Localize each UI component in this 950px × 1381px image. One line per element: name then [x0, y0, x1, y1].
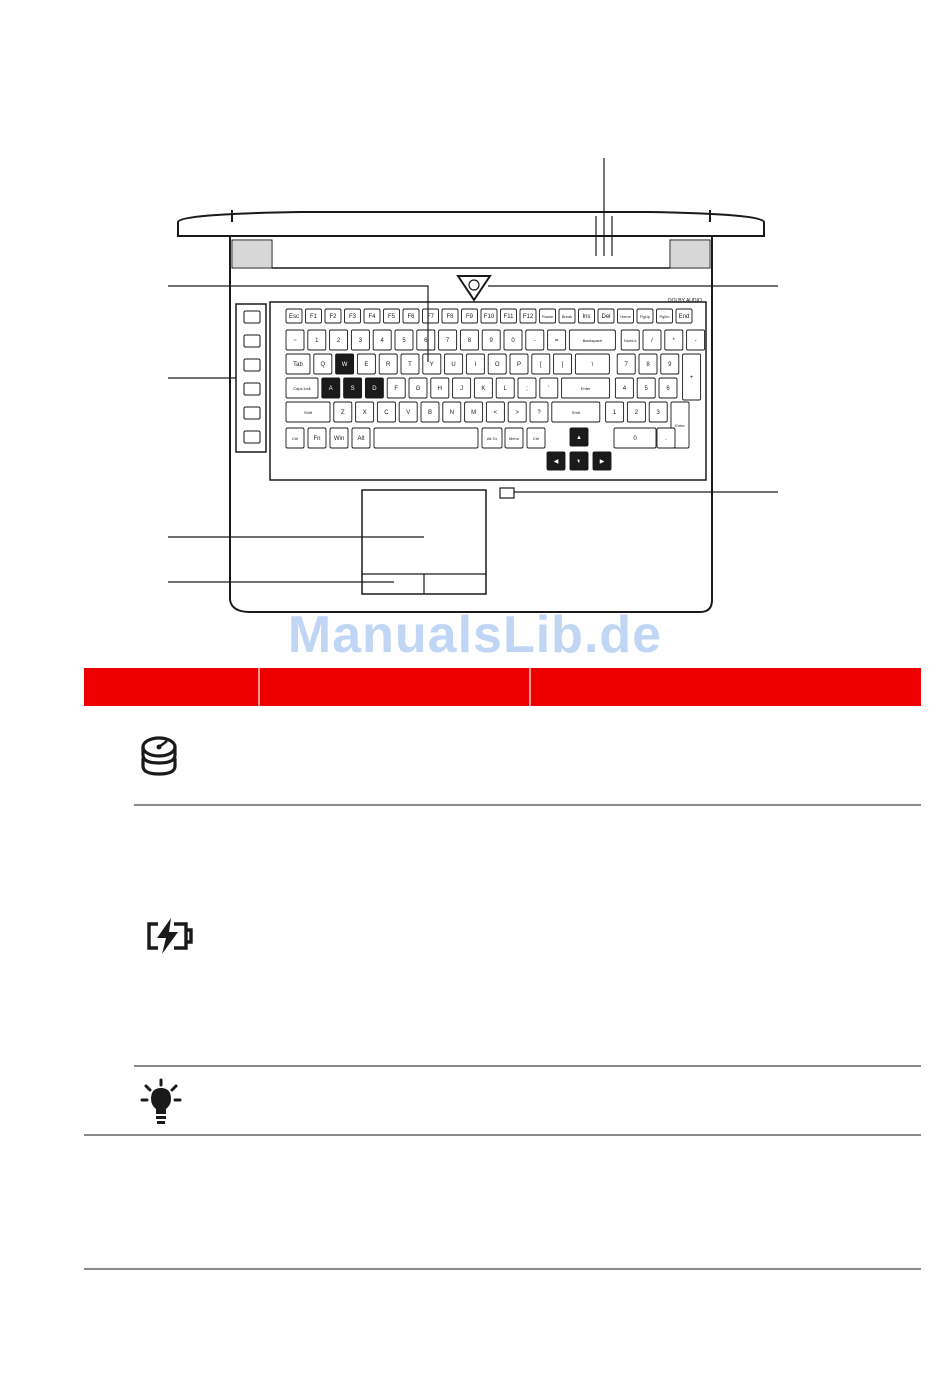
keyboard-key-label: 4 — [380, 338, 384, 344]
keyboard-key-label: + — [689, 375, 694, 381]
keyboard-key-label: I — [474, 362, 477, 368]
keyboard-key-label: [ — [539, 362, 542, 368]
keyboard-key-label: > — [515, 410, 519, 416]
keyboard-key-label: F5 — [387, 314, 396, 320]
keyboard-key-label: Pause — [541, 314, 554, 319]
keyboard-key-label: PgDn — [659, 314, 670, 319]
keyboard-key-label: F11 — [503, 314, 514, 320]
keyboard-key-label: F7 — [426, 314, 435, 320]
table-bottom-rule — [84, 1134, 921, 1136]
keyboard-key-label: 4 — [622, 386, 627, 392]
keyboard-key-label: 8 — [646, 362, 650, 368]
keyboard-key-label: 6 — [666, 386, 670, 392]
keyboard-key-label: 3 — [656, 410, 660, 416]
keyboard-key-label: Z — [340, 410, 345, 416]
watermark: ManualsLib.de — [287, 606, 663, 664]
keyboard-key-label: 1 — [612, 410, 617, 416]
keyboard-key-label: F3 — [348, 314, 357, 320]
battery-charging-icon — [144, 916, 196, 956]
keyboard-key-label: W — [341, 362, 348, 368]
keyboard-key-label: F6 — [407, 314, 415, 320]
keyboard-key-label: C — [384, 410, 389, 416]
keyboard-key-label: 8 — [467, 338, 472, 344]
laptop-top-view-illustration — [0, 0, 950, 665]
keyboard-key-label: Shift — [303, 410, 313, 415]
keyboard-key-label: ▶ — [599, 459, 605, 465]
keyboard-key-label: X — [362, 410, 367, 416]
keyboard-key-label: 6 — [424, 338, 428, 344]
keyboard-key-label: Q — [320, 362, 326, 368]
keyboard-key-label: / — [651, 338, 653, 344]
keyboard-key-label: 9 — [668, 362, 672, 368]
keyboard-key-label: Ins — [582, 314, 591, 320]
keyboard-key-label: 5 — [402, 338, 406, 344]
keyboard-key-label: 3 — [358, 338, 363, 344]
keyboard-key-label: 5 — [644, 386, 648, 392]
macro-key — [244, 335, 260, 347]
keyboard-key-label: ; — [526, 386, 528, 392]
keyboard-key-label: 1 — [315, 338, 319, 344]
keyboard-key-label: F2 — [329, 314, 337, 320]
keyboard-key-label: B — [427, 410, 433, 416]
keyboard-key-label: Win — [333, 436, 345, 442]
keyboard-key-label: F8 — [446, 314, 454, 320]
keyboard-key-label: ▲ — [576, 435, 582, 441]
keyboard-key-label: Esc — [288, 314, 300, 320]
keyboard-key-label: PgUp — [639, 314, 651, 319]
keyboard-key-label: M — [471, 410, 477, 416]
keyboard-key-label: ◀ — [553, 459, 559, 465]
keyboard-key-label: Alt — [357, 436, 365, 442]
chassis-outline — [230, 236, 712, 612]
keyboard-key-label: Ctrl — [291, 436, 299, 441]
keyboard-key-label: K — [481, 386, 486, 392]
macro-key — [244, 407, 260, 419]
keyboard-key-label: 0 — [511, 338, 515, 344]
keyboard-key-label: S — [350, 386, 355, 392]
keyboard-keys — [286, 309, 705, 470]
keyboard-key-label: F10 — [483, 314, 495, 320]
keyboard-key-label: Backspace — [582, 338, 603, 343]
keyboard-key-label: NumLk — [623, 338, 637, 343]
keyboard-key-label: ▼ — [576, 459, 582, 465]
keyboard-key-label: E — [364, 362, 369, 368]
keyboard-key-label: F4 — [368, 314, 376, 320]
macro-key — [244, 383, 260, 395]
keyboard-key-label: Tab — [293, 362, 303, 368]
keyboard-key-label: G — [415, 386, 421, 392]
keyboard-key-label: F — [394, 386, 399, 392]
keyboard-key-label: Y — [429, 362, 434, 368]
page-bottom-rule — [84, 1268, 921, 1270]
keyboard-key-label: F9 — [465, 314, 474, 320]
row-divider — [134, 804, 921, 806]
keyboard-key-label: O — [494, 362, 500, 368]
keyboard-key-label: End — [678, 314, 690, 320]
space-bar — [374, 428, 478, 448]
turbo-button — [500, 488, 514, 498]
keyboard-key-label: D — [372, 386, 377, 392]
keyboard-key-label: T — [408, 362, 412, 368]
dolby-audio-label: DOLBY AUDIO — [668, 298, 702, 304]
keyboard-key-label: Fn — [313, 436, 321, 442]
keyboard-key-label: L — [503, 386, 507, 392]
hdd-activity-icon — [140, 736, 178, 778]
keyboard-key-label: N — [449, 410, 454, 416]
macro-keys — [244, 311, 260, 443]
keyboard-key-label: Home — [620, 314, 631, 319]
keyboard-key-label: 7 — [445, 338, 450, 344]
keyboard-key-label: * — [672, 338, 675, 344]
keyboard-key-label: . — [665, 436, 667, 442]
keyboard-key-label: ? — [537, 410, 541, 416]
keyboard-key-label: < — [493, 410, 498, 416]
macro-key — [244, 359, 260, 371]
keyboard-key-label: Shift — [571, 410, 580, 415]
keyboard-key-label: Break — [561, 314, 573, 319]
keyboard-key-label: Menu — [508, 436, 520, 441]
keyboard-key-label: - — [533, 338, 536, 344]
keyboard-key-label: 2 — [634, 410, 639, 416]
keyboard-key-label: P — [516, 362, 522, 368]
keyboard-key-label: Del — [601, 314, 611, 320]
row-divider — [134, 1065, 921, 1067]
table-header-bar — [84, 668, 921, 706]
keyboard-key-label: Caps lock — [293, 386, 311, 391]
macro-key-column — [236, 304, 266, 452]
keyboard-key-label: Alt Gr — [486, 436, 498, 441]
macro-key — [244, 431, 260, 443]
keyboard-key-label: ~ — [293, 338, 297, 344]
keyboard-key-label: F1 — [309, 314, 318, 320]
macro-key — [244, 311, 260, 323]
keyboard-key-label: F12 — [522, 314, 534, 320]
keyboard-key-label: Enter — [675, 423, 685, 428]
keyboard-key-label: U — [451, 362, 456, 368]
keyboard-backlight-bulb-icon — [140, 1078, 182, 1126]
keyboard-key-label: ' — [548, 386, 550, 392]
keyboard-key-label: 0 — [633, 436, 637, 442]
keyboard-key-label: 2 — [336, 338, 341, 344]
keyboard-key-label: 9 — [489, 338, 493, 344]
keyboard-key-label: V — [406, 410, 411, 416]
keyboard-key-label: \ — [591, 362, 594, 368]
keyboard-key-label: ] — [561, 362, 564, 368]
keyboard-key-label: R — [386, 362, 391, 368]
callout-keyboard — [168, 286, 428, 362]
keyboard-key-label: 7 — [624, 362, 628, 368]
lid-hinge — [178, 212, 764, 236]
keyboard-key-label: Enter — [580, 386, 591, 391]
keyboard-key-label: J — [460, 386, 464, 392]
keyboard-key-label: Ctrl — [532, 436, 540, 441]
keyboard-key-label: H — [437, 386, 442, 392]
keyboard-key-label: - — [694, 338, 697, 344]
keyboard-key-label: A — [328, 386, 333, 392]
keyboard-key-label: = — [554, 338, 559, 344]
